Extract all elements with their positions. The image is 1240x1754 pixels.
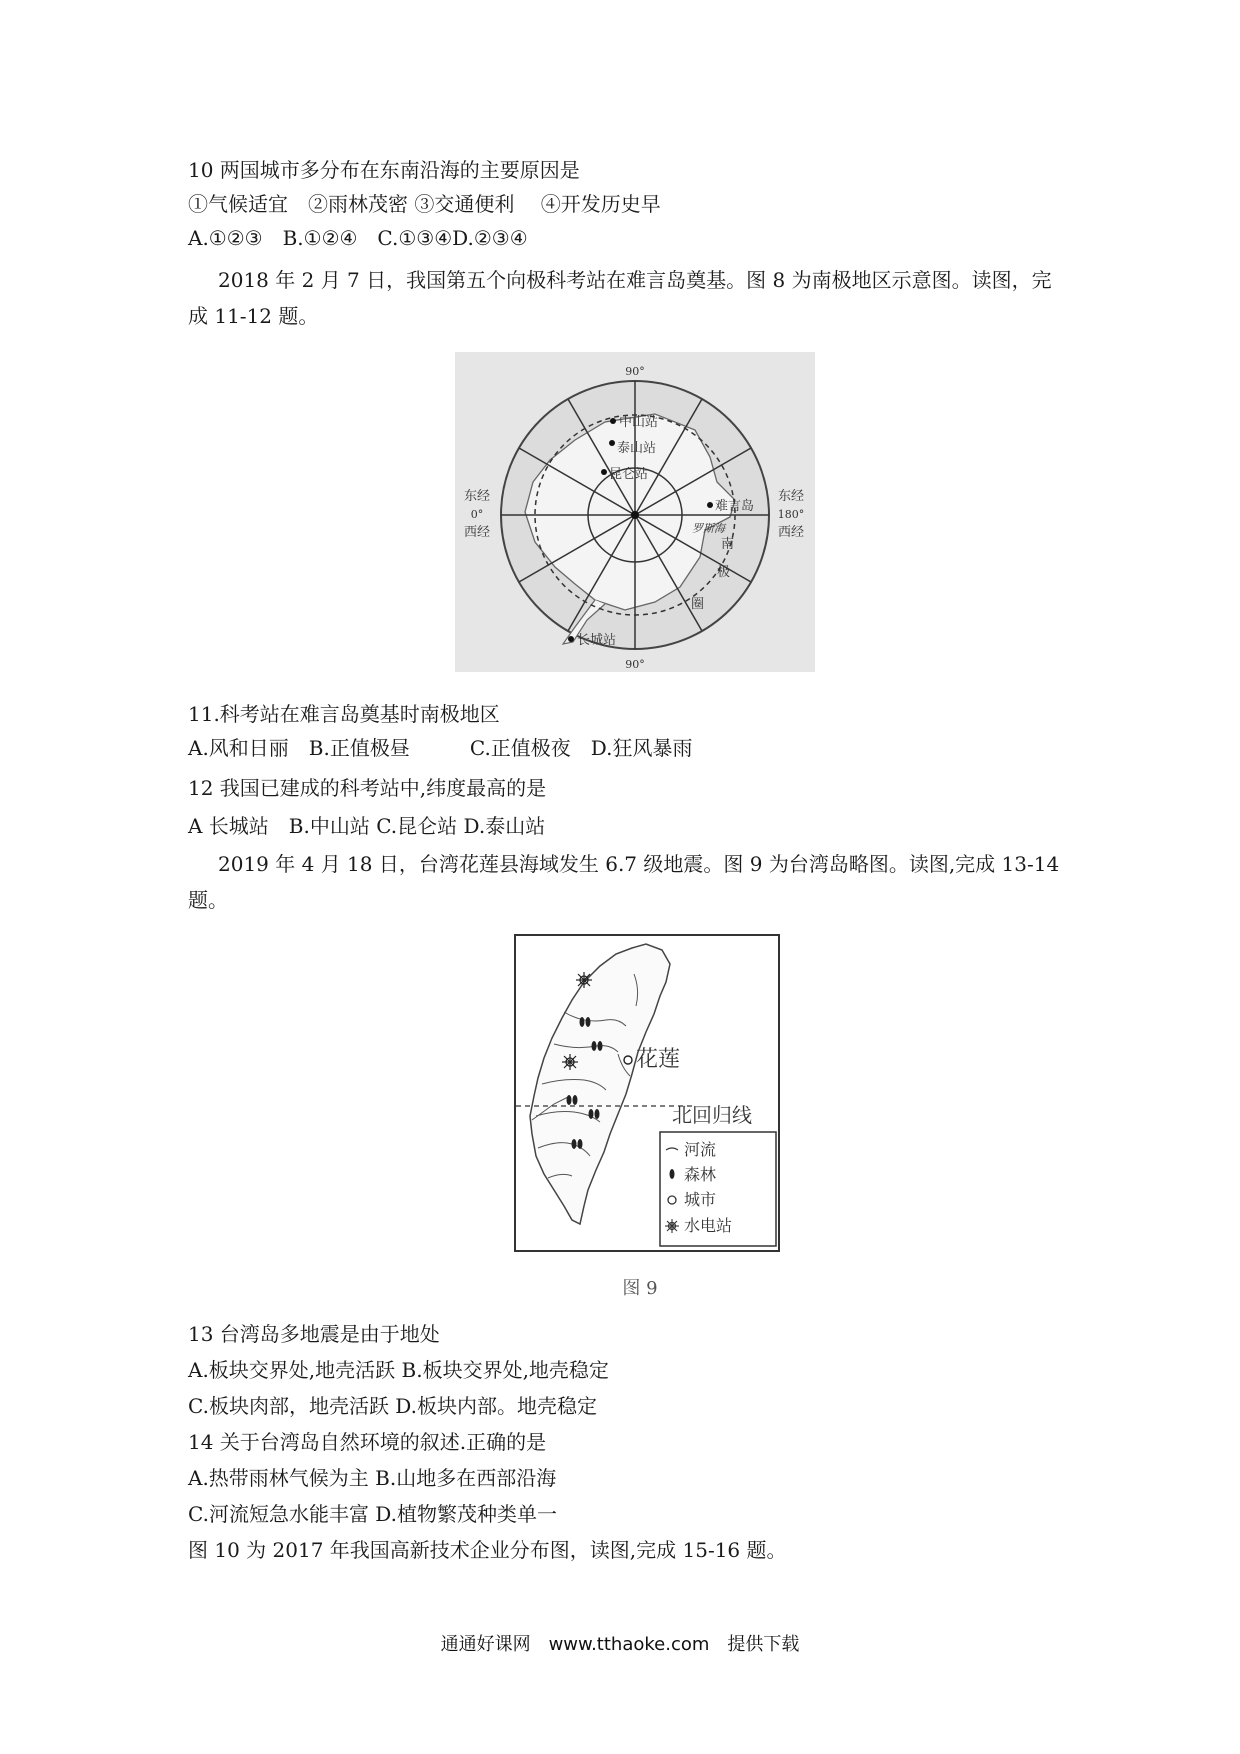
left-label-east: 东经 bbox=[463, 489, 491, 504]
q11-options: A.风和日丽 B.正值极昼 C.正值极夜 D.狂风暴雨 bbox=[188, 736, 693, 760]
forest-icon bbox=[567, 1095, 572, 1105]
right-label-east: 东经 bbox=[777, 489, 805, 504]
left-label-degree: 0° bbox=[470, 508, 484, 521]
q13-stem: 13 台湾岛多地震是由于地处 bbox=[188, 1322, 440, 1346]
q14-options-ab: A.热带雨林气候为主 B.山地多在西部沿海 bbox=[188, 1466, 557, 1490]
legend-city: 城市 bbox=[684, 1190, 717, 1209]
q12-options: A 长城站 B.中山站 C.昆仑站 D.泰山站 bbox=[188, 814, 546, 838]
page-footer: 通通好课网 www.tthaoke.com 提供下载 bbox=[440, 1634, 800, 1655]
legend-forest: 森林 bbox=[684, 1165, 717, 1184]
hydro-station-icon bbox=[576, 972, 592, 988]
nanyan-island-label: 难言岛 bbox=[715, 499, 755, 514]
tropic-of-cancer-label: 北回归线 bbox=[672, 1103, 752, 1127]
top-meridian-label: 90° bbox=[625, 365, 645, 378]
forest-icon bbox=[586, 1017, 591, 1027]
q10-choices: ①气候适宜 ②雨林茂密 ③交通便利 ④开发历史早 bbox=[188, 192, 661, 216]
left-label-west: 西经 bbox=[463, 525, 491, 540]
city-legend-icon bbox=[668, 1196, 676, 1204]
forest-icon bbox=[573, 1095, 578, 1105]
forest-icon bbox=[595, 1109, 600, 1119]
q11-stem: 11.科考站在难言岛奠基时南极地区 bbox=[188, 702, 500, 726]
antarctic-circle-char-3: 圈 bbox=[691, 597, 705, 612]
hydro-station-icon bbox=[562, 1054, 578, 1070]
legend-hydro: 水电站 bbox=[684, 1216, 733, 1235]
forest-icon bbox=[598, 1041, 603, 1051]
kunlun-station-dot bbox=[601, 469, 607, 475]
q12-stem: 12 我国已建成的科考站中,纬度最高的是 bbox=[188, 776, 547, 800]
forest-legend-icon bbox=[670, 1169, 675, 1179]
taishan-station-label: 泰山站 bbox=[617, 441, 657, 456]
changcheng-station-dot bbox=[568, 636, 574, 642]
forest-icon bbox=[572, 1139, 577, 1149]
forest-icon bbox=[589, 1109, 594, 1119]
kunlun-station-label: 昆仑站 bbox=[609, 467, 649, 482]
zhongshan-station-label: 中山站 bbox=[619, 415, 659, 430]
zhongshan-station-dot bbox=[610, 418, 616, 424]
antarctic-circle-char-1: 南 bbox=[721, 537, 735, 552]
antarctic-map-figure bbox=[455, 352, 815, 672]
q10-stem: 10 两国城市多分布在东南沿海的主要原因是 bbox=[188, 158, 580, 182]
taishan-station-dot bbox=[609, 440, 615, 446]
hydro-legend-icon bbox=[665, 1219, 679, 1233]
forest-icon bbox=[578, 1139, 583, 1149]
nanyan-island-dot bbox=[707, 502, 713, 508]
forest-icon bbox=[580, 1017, 585, 1027]
bottom-meridian-label: 90° bbox=[625, 658, 645, 671]
changcheng-station-label: 长城站 bbox=[577, 633, 617, 648]
q13-options-cd: C.板块肉部，地壳活跃 D.板块内部。地壳稳定 bbox=[188, 1394, 597, 1418]
taiwan-map-figure bbox=[514, 934, 780, 1252]
legend-river: 河流 bbox=[684, 1140, 717, 1159]
q13-options-ab: A.板块交界处,地壳活跃 B.板块交界处,地壳稳定 bbox=[188, 1358, 609, 1382]
hualien-label: 花莲 bbox=[636, 1047, 681, 1072]
antarctic-circle-char-2: 极 bbox=[717, 565, 731, 580]
ross-sea-label: 罗斯海 bbox=[692, 522, 725, 535]
antarctic-intro: 2018 年 2 月 7 日，我国第五个向极科考站在难言岛奠基。图 8 为南极地区示意图。读图，完成 11-12 题。 bbox=[188, 268, 1052, 328]
hualien-city-marker bbox=[624, 1056, 632, 1064]
right-label-west: 西经 bbox=[777, 525, 805, 540]
fig10-intro: 图 10 为 2017 年我国高新技术企业分布图，读图,完成 15-16 题。 bbox=[188, 1538, 787, 1562]
figure9-caption: 图 9 bbox=[622, 1278, 658, 1299]
q14-options-cd: C.河流短急水能丰富 D.植物繁茂种类单一 bbox=[188, 1502, 557, 1526]
taiwan-intro: 2019 年 4 月 18 日，台湾花莲县海域发生 6.7 级地震。图 9 为台湾岛略图。读图,完成 13-14 题。 bbox=[188, 852, 1060, 912]
right-label-degree: 180° bbox=[777, 508, 805, 521]
q10-options: A.①②③ B.①②④ C.①③④D.②③④ bbox=[188, 226, 528, 250]
q14-stem: 14 关于台湾岛自然环境的叙述.正确的是 bbox=[188, 1430, 547, 1454]
forest-icon bbox=[592, 1041, 597, 1051]
